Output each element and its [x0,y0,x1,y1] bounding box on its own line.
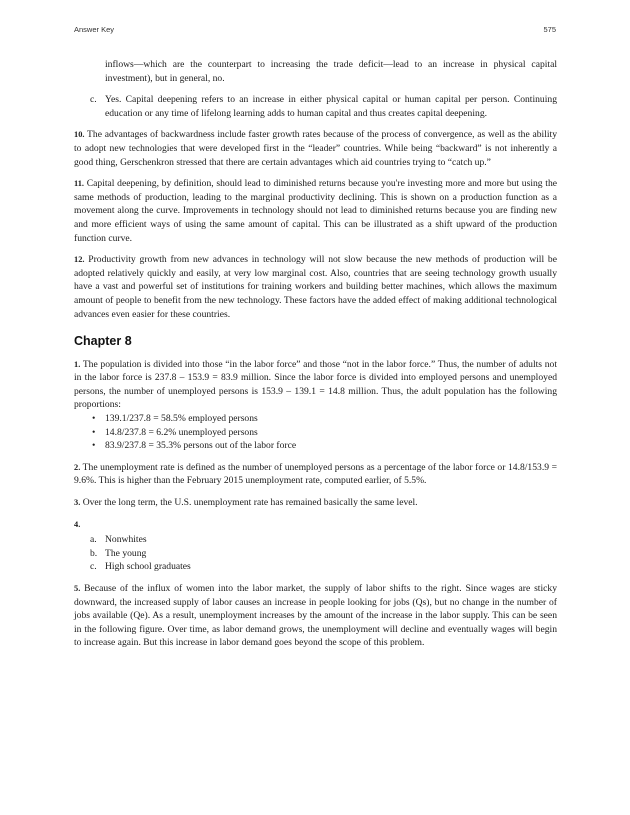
answer-text: The unemployment rate is defined as the number of unemployed persons as a percentage of the labor force or 14.8/153.9 = 9.6%. This is higher than the February 2015 unemployment rate, computed earlier, of 5.5%. [74,461,557,487]
answer-10 [74,128,557,169]
item-marker: b. [90,547,98,559]
continued-answer-text: inflows—which are the counterpart to increasing the trade deficit—lead to an increase in physical capital investment), but in general, no. [105,59,557,84]
chapter-heading: Chapter 8 [74,334,132,349]
ch8-answer-5 [74,582,557,650]
ch8-answer-2 [74,461,557,488]
answer-number: 1. [74,359,81,369]
document-body [74,58,557,658]
answer-item-c [74,93,557,120]
answer-number: 5. [74,584,81,593]
ch8-answer-3 [74,496,557,510]
list-item: • 14.8/237.8 = 6.2% unemployed persons [92,426,258,438]
bullet-icon: • [92,426,96,438]
answer-text: Productivity growth from new advances in technology will not slow because the new methods of production will be adopted relatively quickly and easily, at very low marginal cost. Also, countries that are seeing technology growth usually have a vast and powerful set of institutions for training workers and building better machines, which allows the maximum amount of people to benefit from the new technology. These factors have the added effect of making additional technological advances even easier for these countries. [74,254,557,320]
list-item: b. The young [90,547,147,559]
proportions-list [74,412,557,453]
answer-text: The advantages of backwardness include faster growth rates because of the process of convergence, as well as the ability to adopt new technologies that were developed first in the “leader” countries. While being “backward” is not inherently a good thing, Gerschenkron stressed that there are certain advantages which aid countries trying to “catch up.” [74,129,557,168]
answer-number: 2. [74,462,81,472]
answer-number: 11. [74,179,85,189]
answer-number: 3. [74,498,81,508]
ch8-answer-1 [74,358,557,412]
item-marker: c. [90,94,97,106]
running-title: Answer Key [74,25,115,34]
page-number: 575 [543,25,556,34]
answer-number: 12. [74,255,85,265]
list-item: a. Nonwhites [90,534,147,546]
answer-text: Because of the influx of women into the labor market, the supply of labor shifts to the right. Since wages are sticky downward, the increased supply of labor causes an increase in people looking for jobs (Qs), but no change in the number of jobs available (Qe). As a result, unemployment increases by the amount of the increase in the labor supply. This can be seen in the following figure. Over time, as labor demand grows, the unemployment will decline and eventually wages will begin to increase again. But this increase in labor demand goes beyond the scope of this problem. [74,583,557,649]
list-item: • 139.1/237.8 = 58.5% employed persons [92,413,258,425]
item-marker: a. [90,534,97,546]
answer-text: Over the long term, the U.S. unemployment rate has remained basically the same level. [82,497,418,509]
list-item: • 83.9/237.8 = 35.3% persons out of the labor force [92,440,297,452]
list-item: c. High school graduates [90,561,191,573]
bullet-icon: • [92,440,96,452]
answer-text: Capital deepening, by definition, should lead to diminished returns because you're investing more and more but using the same methods of production, leading to the marginal productivity declining. This is shown on a production function as a movement along the curve. Improvements in technology should not lead to diminished returns because you are finding new and more efficient ways of using the same amount of capital. This can be illustrated as a shift upward of the production function curve. [74,178,558,244]
item-text: Yes. Capital deepening refers to an increase in either physical capital or human capital per person. Continuing education or any time of lifelong learning adds to human capital and thus creates capital deepening. [105,94,557,119]
bullet-icon: • [92,413,96,425]
ch8-answer-4 [74,518,557,532]
answer-number: 4. [74,519,81,529]
answer-number: 10. [74,130,85,140]
item-marker: c. [90,561,97,573]
answer-text: The population is divided into those “in the labor force” and those “not in the labor force.” Thus, the number of adults not in the labor force is 237.8 – 153.9 = 83.9 million. Since the labor force is divided into employed persons and unemployed persons, the number of unemployed persons is 153.9 – 139.1 = 14.8 million. Thus, the adult population has the following proportions: [74,358,557,411]
answer-4-list [74,533,557,574]
answer-12 [74,253,557,321]
answer-11 [74,177,557,245]
